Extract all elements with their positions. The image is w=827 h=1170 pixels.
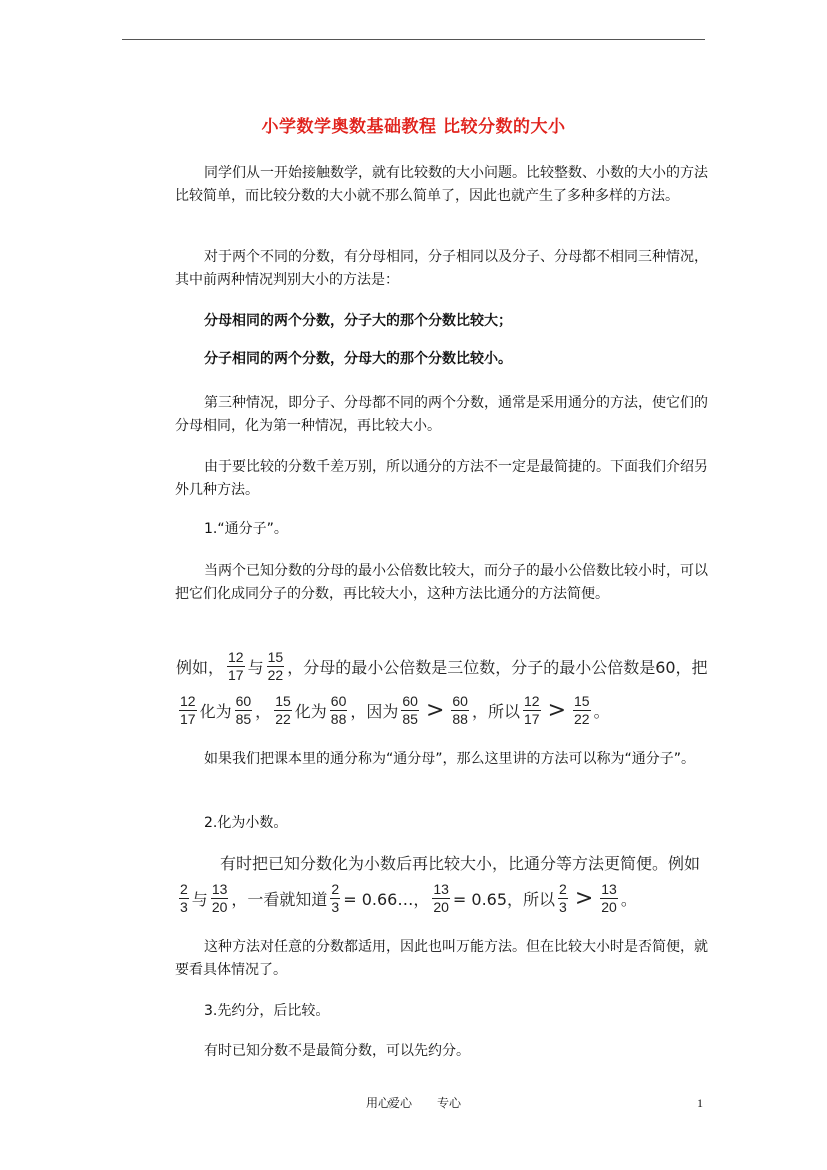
example-1-line-2 xyxy=(176,688,736,732)
example-text: 例如， xyxy=(176,657,225,677)
denominator: 17 xyxy=(228,666,244,683)
fraction xyxy=(523,693,541,728)
denominator: 3 xyxy=(559,898,567,915)
footer-text-3: 专心 xyxy=(437,1096,462,1110)
example-text: ，因为 xyxy=(350,701,399,721)
fraction xyxy=(267,649,285,684)
example-text: 化为 xyxy=(294,701,327,721)
example-1-line-1 xyxy=(176,644,736,688)
example-text: 与 xyxy=(191,889,208,909)
page-number: 1 xyxy=(697,1096,703,1110)
greater-than-sign: > xyxy=(547,697,566,723)
fraction xyxy=(179,881,189,916)
rule-same-denominator: 分母相同的两个分数，分子大的那个分数比较大； xyxy=(204,313,512,329)
fraction xyxy=(211,881,229,916)
rule-same-numerator: 分子相同的两个分数，分母大的那个分数比较小。 xyxy=(204,351,512,367)
example-text: 化为 xyxy=(199,701,232,721)
paragraph-other-methods: 由于要比较的分数千差万别，所以通分的方法不一定是最简捷的。下面我们介绍另外几种方法。 xyxy=(175,459,708,498)
greater-than-sign: > xyxy=(574,885,594,911)
numerator: 15 xyxy=(267,648,284,665)
heading-method-2: 2.化为小数。 xyxy=(204,815,288,831)
denominator: 88 xyxy=(452,710,468,727)
example-text: ，所以 xyxy=(471,701,520,721)
numerator: 12 xyxy=(228,648,244,665)
footer-text-2: 爱心 xyxy=(388,1096,413,1110)
example-text: = 0.66…， xyxy=(343,889,430,909)
fraction xyxy=(330,881,340,916)
fraction xyxy=(600,881,618,916)
numerator: 2 xyxy=(559,880,567,897)
fraction xyxy=(330,693,348,728)
paragraph-universal-method: 这种方法对任意的分数都适用，因此也叫万能方法。但在比较大小时是否简便，就要看具体情况了。 xyxy=(175,939,708,978)
denominator: 22 xyxy=(267,666,284,683)
fraction xyxy=(235,693,253,728)
header-rule xyxy=(122,39,705,40)
numerator: 2 xyxy=(331,880,340,897)
numerator: 13 xyxy=(433,880,449,897)
denominator: 17 xyxy=(180,710,196,727)
paragraph-third-case: 第三种情况，即分子、分母都不同的两个分数，通常是采用通分的方法，使它们的分母相同，化为第一种情况，再比较大小。 xyxy=(175,395,708,434)
fraction xyxy=(227,649,245,684)
example-text: 。 xyxy=(620,889,637,909)
paragraph-naming: 如果我们把课本里的通分称为“通分母”，那么这里讲的方法可以称为“通分子”。 xyxy=(204,751,696,767)
numerator: 60 xyxy=(452,692,468,709)
greater-than-sign: > xyxy=(425,697,445,723)
footer-text-1: 用心 xyxy=(366,1096,391,1110)
fraction xyxy=(451,693,469,728)
example-text: = 0.65，所以 xyxy=(452,889,556,909)
example-text: 。 xyxy=(593,701,610,721)
heading-method-1: 1.“通分子”。 xyxy=(204,521,288,537)
example-2-line-2 xyxy=(176,876,736,920)
denominator: 20 xyxy=(601,898,617,915)
example-text: ，一看就知道 xyxy=(231,889,328,909)
numerator: 13 xyxy=(601,880,617,897)
denominator: 3 xyxy=(331,898,340,915)
denominator: 22 xyxy=(574,710,590,727)
denominator: 88 xyxy=(330,710,347,727)
denominator: 20 xyxy=(211,898,228,915)
numerator: 15 xyxy=(275,692,291,709)
example-text: 有时把已知分数化为小数后再比较大小，比通分等方法更简便。例如 xyxy=(220,853,701,873)
paragraph-method-3: 有时已知分数不是最简分数，可以先约分。 xyxy=(204,1043,470,1059)
numerator: 13 xyxy=(211,880,228,897)
denominator: 85 xyxy=(402,710,418,727)
numerator: 60 xyxy=(330,692,347,709)
numerator: 15 xyxy=(574,692,590,709)
paragraph-cases: 对于两个不同的分数，有分母相同，分子相同以及分子、分母都不相同三种情况，其中前两种情况判别大小的方法是： xyxy=(175,249,708,288)
fraction xyxy=(558,881,568,916)
denominator: 20 xyxy=(433,898,449,915)
numerator: 12 xyxy=(523,692,540,709)
example-text: ， xyxy=(255,701,272,721)
denominator: 85 xyxy=(235,710,252,727)
fraction xyxy=(573,693,591,728)
fraction xyxy=(274,693,292,728)
numerator: 2 xyxy=(180,880,188,897)
fraction xyxy=(179,693,197,728)
numerator: 60 xyxy=(235,692,252,709)
denominator: 22 xyxy=(275,710,291,727)
paragraph-intro: 同学们从一开始接触数学，就有比较数的大小问题。比较整数、小数的大小的方法比较简单，而比较分数的大小就不那么简单了，因此也就产生了多种多样的方法。 xyxy=(175,165,708,204)
fraction xyxy=(401,693,419,728)
numerator: 60 xyxy=(402,692,418,709)
heading-method-3: 3.先约分，后比较。 xyxy=(204,1003,330,1019)
denominator: 3 xyxy=(180,898,188,915)
paragraph-method-1: 当两个已知分数的分母的最小公倍数比较大，而分子的最小公倍数比较小时，可以把它们化成同分子的分数，再比较大小，这种方法比通分的方法简便。 xyxy=(175,563,708,602)
numerator: 12 xyxy=(180,692,196,709)
denominator: 17 xyxy=(523,710,540,727)
example-text: 与 xyxy=(247,657,264,677)
fraction xyxy=(432,881,450,916)
example-text: ，分母的最小公倍数是三位数，分子的最小公倍数是60，把 xyxy=(287,657,708,677)
page-title: 小学数学奥数基础教程 比较分数的大小 xyxy=(261,117,566,137)
